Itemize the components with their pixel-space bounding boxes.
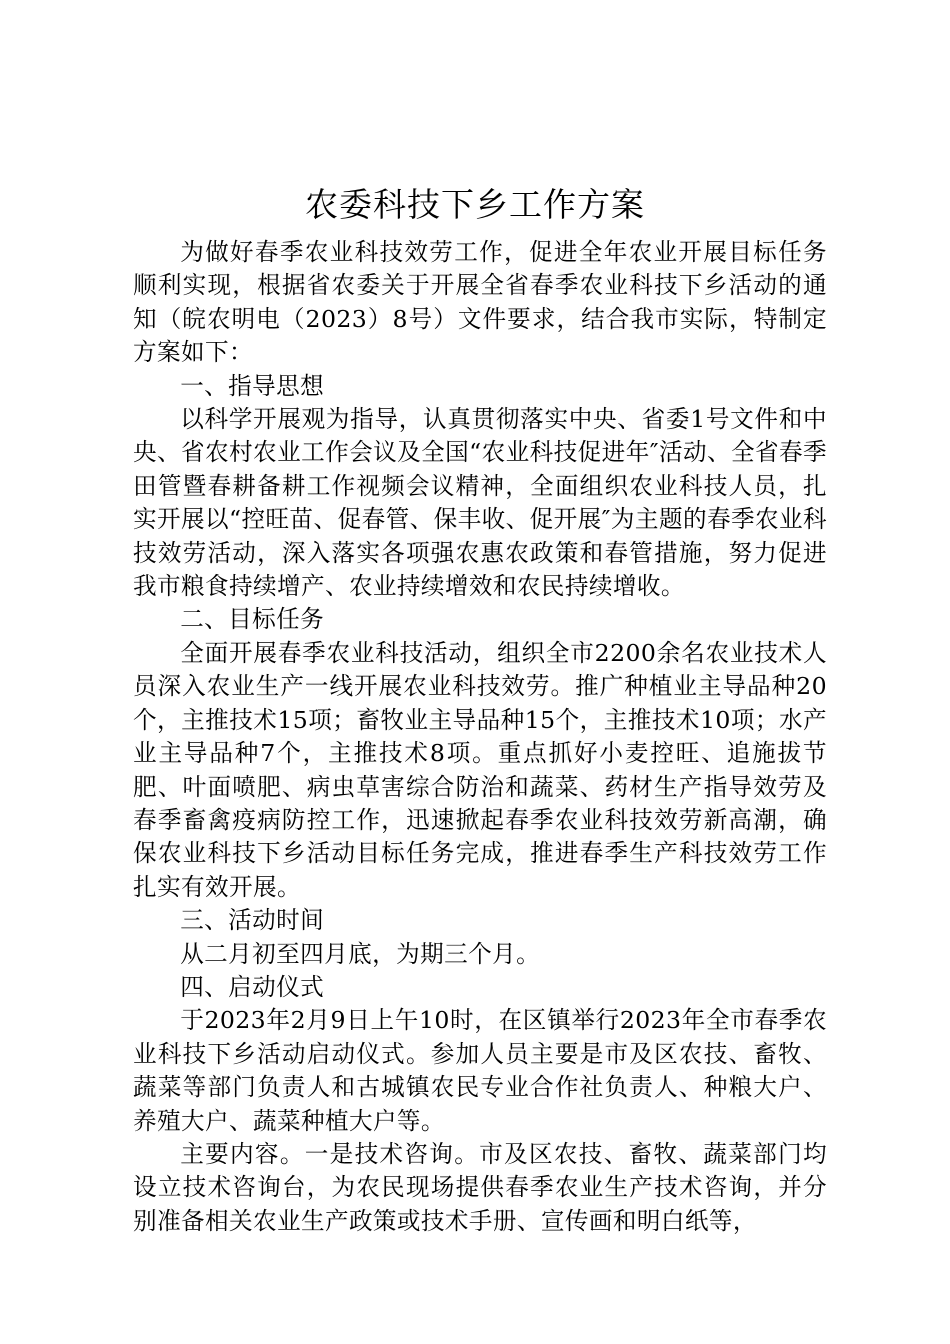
section-heading-activity-time: 三、活动时间 bbox=[180, 906, 325, 935]
section-heading-goals: 二、目标任务 bbox=[180, 605, 325, 634]
intro-paragraph: 为做好春季农业科技效劳工作，促进全年农业开展目标任务顺利实现，根据省农委关于开展全省春季农业科技下乡活动的通知（皖农明电（2023）8号）文件要求，结合我市实际，特制定方案如下： bbox=[133, 238, 827, 367]
guiding-thought-paragraph: 以科学开展观为指导，认真贯彻落实中央、省委1号文件和中央、省农村农业工作会议及全国“农业科技促进年″活动、全省春季田管暨春耕备耕工作视频会议精神，全面组织农业科技人员，扎实开展以“控旺苗、促春管、保丰收、促开展″为主题的春季农业科技效劳活动，深入落实各项强农惠农政策和春管措施，努力促进我市粮食持续增产、农业持续增效和农民持续增收。 bbox=[133, 405, 827, 601]
main-content-paragraph: 主要内容。一是技术咨询。市及区农技、畜牧、蔬菜部门均设立技术咨询台，为农民现场提供春季农业生产技术咨询，并分别准备相关农业生产政策或技术手册、宣传画和明白纸等， bbox=[133, 1139, 827, 1235]
goals-paragraph: 全面开展春季农业科技活动，组织全市2200余名农业技术人员深入农业生产一线开展农业科技效劳。推广种植业主导品种20个，主推技术15项；畜牧业主导品种15个，主推技术10项；水产业主导品种7个，主推技术8项。重点抓好小麦控旺、追施拔节肥、叶面喷肥、病虫草害综合防治和蔬菜、药材生产指导效劳及春季畜禽疫病防控工作，迅速掀起春季农业科技效劳新高潮，确保农业科技下乡活动目标任务完成，推进春季生产科技效劳工作扎实有效开展。 bbox=[133, 638, 827, 901]
activity-time-paragraph: 从二月初至四月底，为期三个月。 bbox=[180, 939, 541, 968]
launch-ceremony-paragraph: 于2023年2月9日上午10时，在区镇举行2023年全市春季农业科技下乡活动启动仪式。参加人员主要是市及区农技、畜牧、蔬菜等部门负责人和古城镇农民专业合作社负责人、种粮大户、养殖大户、蔬菜种植大户等。 bbox=[133, 1006, 827, 1135]
section-heading-guiding-thought: 一、指导思想 bbox=[180, 371, 325, 400]
section-heading-launch-ceremony: 四、启动仪式 bbox=[180, 972, 325, 1001]
document-title: 农委科技下乡工作方案 bbox=[305, 185, 645, 224]
document-body bbox=[133, 236, 827, 1238]
